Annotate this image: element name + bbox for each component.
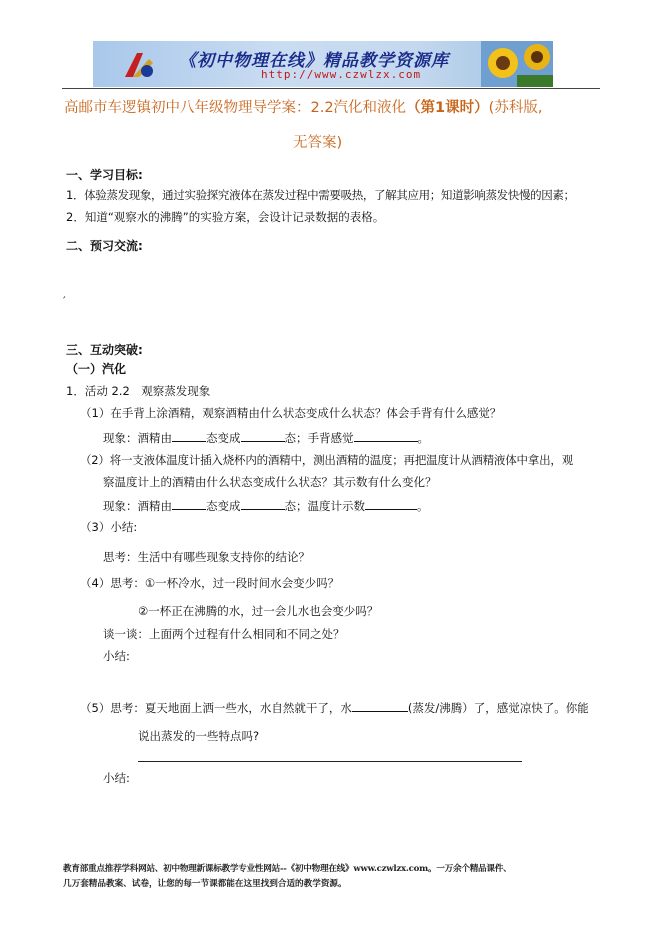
- summary-3: 小结:: [103, 771, 130, 785]
- question-3-summary: （3）小结:: [80, 520, 138, 534]
- q1-text-a: 现象：酒精由: [103, 431, 172, 445]
- activity-title: 1．活动 2.2 观察蒸发现象: [66, 384, 211, 398]
- answer-line[interactable]: [138, 761, 522, 762]
- sunflower-icon: [481, 41, 553, 87]
- answer-blank[interactable]: [365, 497, 417, 510]
- objective-1: 1．体验蒸发现象，通过实验探究液体在蒸发过程中需要吸热，了解其应用；知道影响蒸发快慢的因素；: [66, 188, 575, 202]
- question-4: （4）思考：①一杯冷水，过一段时间水会变少吗？: [80, 576, 340, 590]
- footer-line2: 几万套精品教案、试卷，让您的每一节课都能在这里找到合适的教学资源。: [63, 879, 347, 889]
- question-2-line2: 察温度计上的酒精由什么状态变成什么状态？其示数有什么变化？: [103, 475, 437, 489]
- title-lesson: （第1课时）: [406, 100, 489, 116]
- q1-text-d: 。: [417, 431, 429, 445]
- header-banner: [93, 41, 553, 87]
- answer-blank[interactable]: [172, 497, 206, 510]
- summary-2: 小结:: [103, 649, 130, 663]
- q2-text-d: 。: [417, 499, 429, 513]
- question-2-line1: （2）将一支液体温度计插入烧杯内的酒精中，测出酒精的温度；再把温度计从酒精液体中拿出，观: [80, 453, 574, 467]
- think-1: 思考：生活中有哪些现象支持你的结论？: [103, 550, 310, 564]
- q2-text-b: 态变成: [206, 499, 241, 513]
- banner-url[interactable]: http://www.czwlzx.com: [261, 68, 422, 81]
- site-logo-icon: [121, 47, 157, 83]
- section-preview-heading: 二、预习交流:: [66, 239, 143, 253]
- q2-text-a: 现象：酒精由: [103, 499, 172, 513]
- page-title: [64, 96, 542, 117]
- title-line2: 无答案): [293, 135, 343, 151]
- answer-blank[interactable]: [241, 429, 285, 442]
- section-interactive-heading: 三、互动突破:: [66, 343, 143, 357]
- title-edition: (苏科版,: [488, 100, 543, 116]
- question-1: （1）在手背上涂酒精，观察酒精由什么状态变成什么状态？体会手背有什么感觉？: [80, 406, 502, 420]
- answer-blank[interactable]: [354, 429, 418, 442]
- stray-mark: ′: [63, 294, 66, 308]
- answer-blank[interactable]: [241, 497, 285, 510]
- q1-text-c: 态；手背感觉: [284, 431, 354, 445]
- question-5: [80, 699, 589, 716]
- question-1-answer: [103, 429, 429, 446]
- question-2-answer: [103, 497, 429, 514]
- header-divider: [62, 88, 600, 89]
- question-4-part2: ②一杯正在沸腾的水，过一会儿水也会变少吗？: [138, 604, 379, 618]
- q5-text-b: (蒸发/沸腾）了，感觉凉快了。你能: [407, 701, 589, 715]
- footer-line1: 教育部重点推荐学科网站、初中物理新课标教学专业性网站--《初中物理在线》www.czwlzx.com。一万余个精品课件、: [63, 864, 512, 874]
- title-main: 高邮市车逻镇初中八年级物理导学案：2.2汽化和液化: [64, 100, 407, 116]
- discuss: 谈一谈：上面两个过程有什么相同和不同之处？: [103, 627, 345, 641]
- banner-title: 《初中物理在线》精品教学资源库: [179, 51, 449, 71]
- section-objectives-heading: 一、学习目标:: [66, 168, 143, 182]
- answer-blank[interactable]: [172, 429, 206, 442]
- q5-text-a: （5）思考：夏天地面上洒一些水，水自然就干了，水: [80, 701, 352, 715]
- answer-blank[interactable]: [352, 699, 408, 712]
- q1-text-b: 态变成: [206, 431, 241, 445]
- objective-2: 2．知道“观察水的沸腾”的实验方案，会设计记录数据的表格。: [66, 210, 385, 224]
- question-5-line2: 说出蒸发的一些特点吗?: [138, 729, 260, 743]
- q2-text-c: 态；温度计示数: [284, 499, 365, 513]
- subsection-vaporization: （一）汽化: [66, 362, 127, 376]
